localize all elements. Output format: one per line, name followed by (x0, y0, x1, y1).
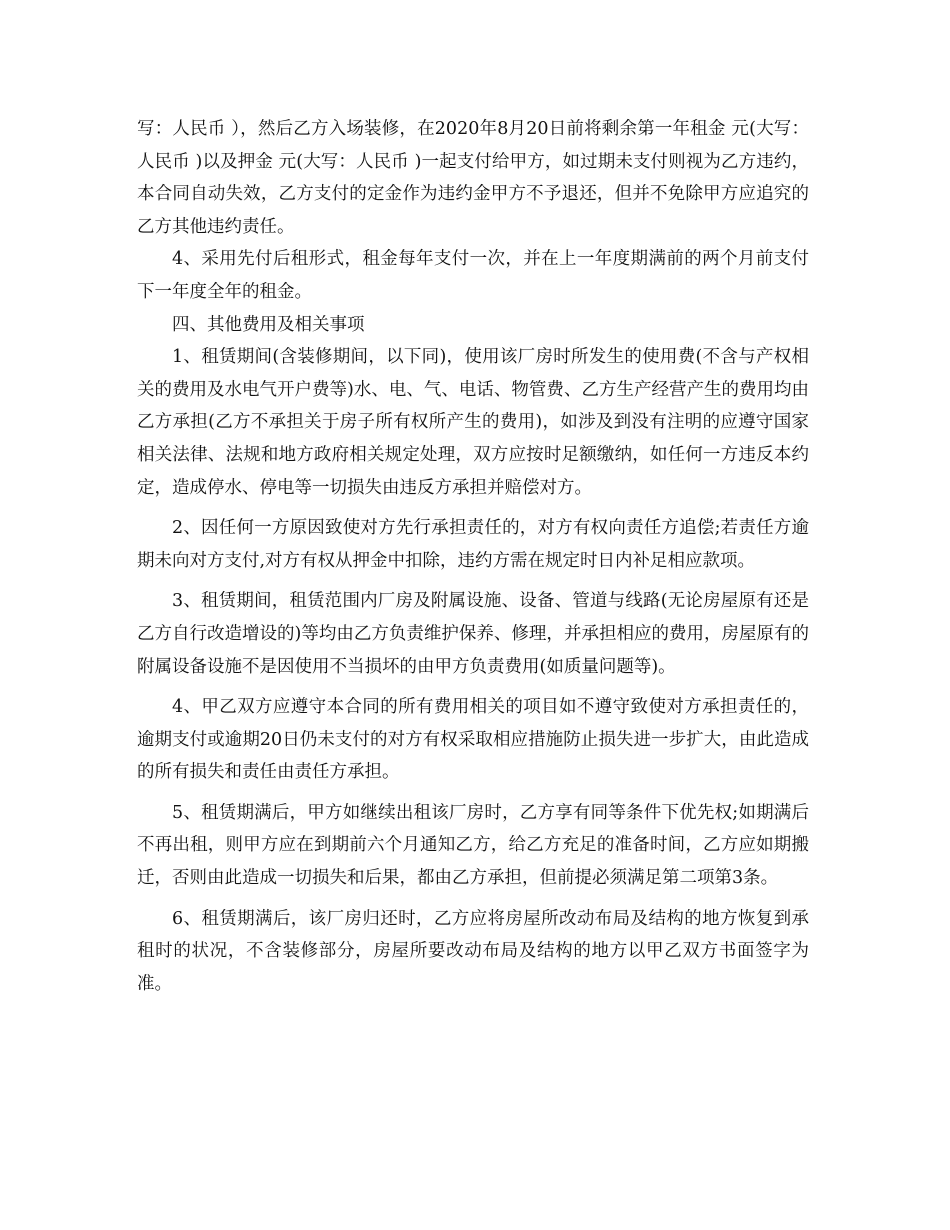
paragraph-clause-4-5: 5、租赁期满后，甲方如继续出租该厂房时，乙方享有同等条件下优先权;如期满后不再出租，则甲方应在到期前六个月通知乙方，给乙方充足的准备时间，乙方应如期搬迁，否则由此造成一切损失和后果，都由乙方承担，但前提必须满足第二项第3条。 (137, 802, 809, 889)
paragraph-clause-4-6: 6、租赁期满后，该厂房归还时，乙方应将房屋所改动布局及结构的地方恢复到承租时的状况，不含装修部分，房屋所要改动布局及结构的地方以甲乙双方书面签字为准。 (137, 908, 809, 994)
paragraph-clause-4-4: 4、甲乙双方应遵守本合同的所有费用相关的项目如不遵守致使对方承担责任的，逾期支付或逾期20日仍未支付的对方有权采取相应措施防止损失进一步扩大，由此造成的所有损失和责任由责任方承担。 (137, 697, 809, 783)
paragraph-clause-4-1: 1、租赁期间(含装修期间，以下同)，使用该厂房时所发生的使用费(不含与产权相关的费用及水电气开户费等)水、电、气、电话、物管费、乙方生产经营产生的费用均由乙方承担(乙方不承担关于房子所有权所产生的费用)，如涉及到没有注明的应遵守国家相关法律、法规和地方政府相关规定处理，双方应按时足额缴纳，如任何一方违反本约定，造成停水、停电等一切损失由违反方承担并赔偿对方。 (137, 347, 809, 498)
document-body (137, 113, 809, 1000)
paragraph-clause-4-3: 3、租赁期间，租赁范围内厂房及附属设施、设备、管道与线路(无论房屋原有还是乙方自行改造增设的)等均由乙方负责维护保养、修理，并承担相应的费用，房屋原有的附属设备设施不是因使用不当损坏的由甲方负责费用(如质量问题等)。 (137, 591, 809, 677)
paragraph-clause-3-4: 4、采用先付后租形式，租金每年支付一次，并在上一年度期满前的两个月前支付下一年度全年的租金。 (137, 249, 809, 302)
paragraph-continuation: 写：人民币 ），然后乙方入场装修，在2020年8月20日前将剩余第一年租金 元(大写：人民币 )以及押金 元(大写：人民币 )一起支付给甲方，如过期未支付则视为乙方违约，本合同自动失效，乙方支付的定金作为违约金甲方不予退还，但并不免除甲方应追究的乙方其他违约责任。 (137, 119, 809, 237)
section-heading-4: 四、其他费用及相关事项 (172, 314, 365, 335)
paragraph-clause-4-2: 2、因任何一方原因致使对方先行承担责任的，对方有权向责任方追偿;若责任方逾期未向对方支付,对方有权从押金中扣除，违约方需在规定时日内补足相应款项。 (137, 518, 809, 571)
